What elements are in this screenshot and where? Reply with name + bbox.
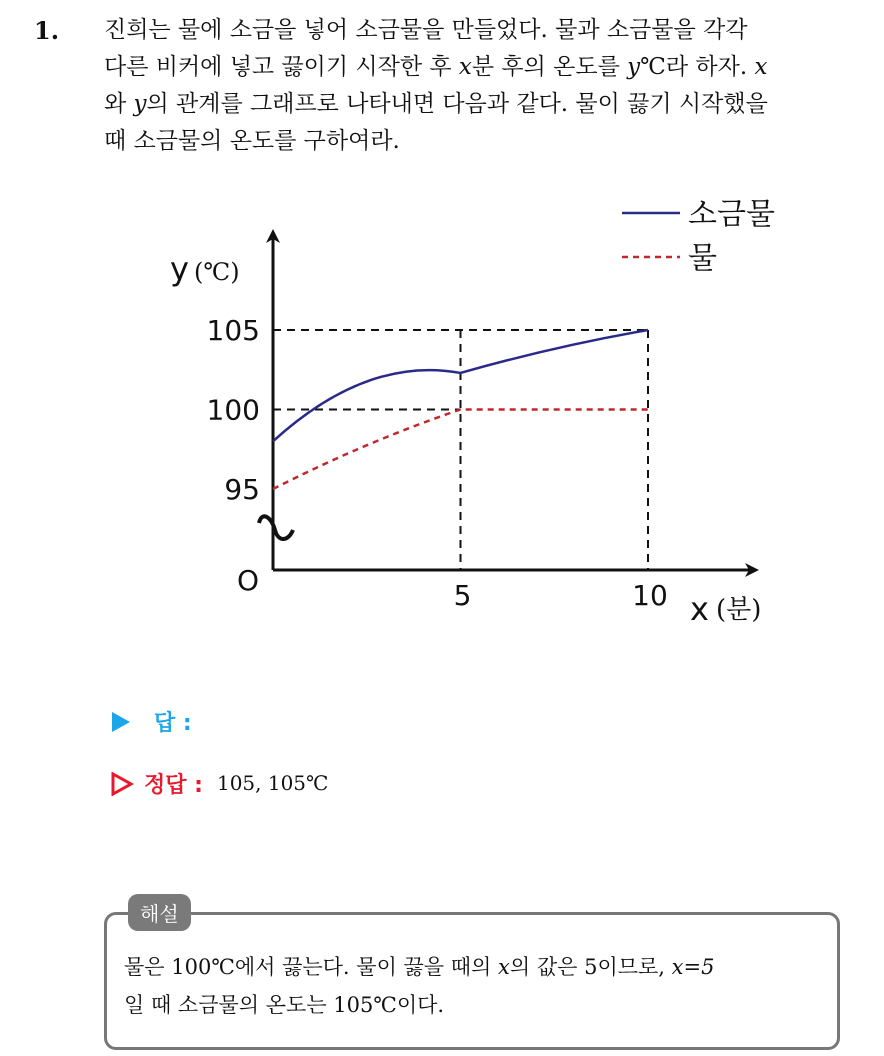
play-triangle-icon: [110, 711, 132, 733]
solution-text: [124, 948, 824, 1024]
legend-label: 소금물: [688, 197, 775, 232]
question-line-4: 때 소금물의 온도를 구하여라.: [104, 128, 400, 154]
question-line-2: 다른 비커에 넣고 끓이기 시작한 후 x분 후의 온도를 y℃라 하자. x: [104, 54, 768, 80]
question-line-3: 와 y의 관계를 그래프로 나타내면 다음과 같다. 물이 끓기 시작했을: [104, 91, 768, 117]
x-axis-unit: (분): [716, 595, 762, 625]
y-tick-label: 105: [206, 314, 260, 347]
origin-label: O: [236, 564, 260, 597]
question-number: 1.: [34, 16, 60, 45]
correct-answer-label: 정답 :: [144, 773, 203, 798]
y-axis-label: y: [170, 250, 189, 288]
x-axis-label: x: [690, 590, 709, 628]
solution-tab: 해설: [128, 894, 191, 931]
question-text: [104, 12, 864, 160]
outline-triangle-icon: [110, 772, 134, 796]
solution-line-1: 물은 100℃에서 끓는다. 물이 끓을 때의 x의 값은 5이므로, x=5: [124, 955, 715, 979]
solution-line-2: 일 때 소금물의 온도는 105℃이다.: [124, 993, 445, 1017]
answer-label: 답 :: [154, 711, 192, 736]
y-axis-unit: (℃): [194, 258, 240, 286]
question-line-1: 진희는 물에 소금을 넣어 소금물을 만들었다. 물과 소금물을 각각: [104, 17, 748, 43]
correct-answer-value: 105, 105℃: [216, 770, 329, 795]
x-tick-label: 10: [632, 579, 668, 612]
temperature-chart: [0, 180, 884, 640]
y-tick-label: 100: [206, 393, 260, 427]
x-tick-label: 5: [453, 579, 472, 612]
answer-row: [110, 706, 192, 737]
legend-label: 물: [688, 241, 717, 276]
axis-break-mark: [259, 516, 293, 539]
y-tick-label: 95: [224, 473, 260, 506]
correct-answer-row: [110, 768, 328, 799]
